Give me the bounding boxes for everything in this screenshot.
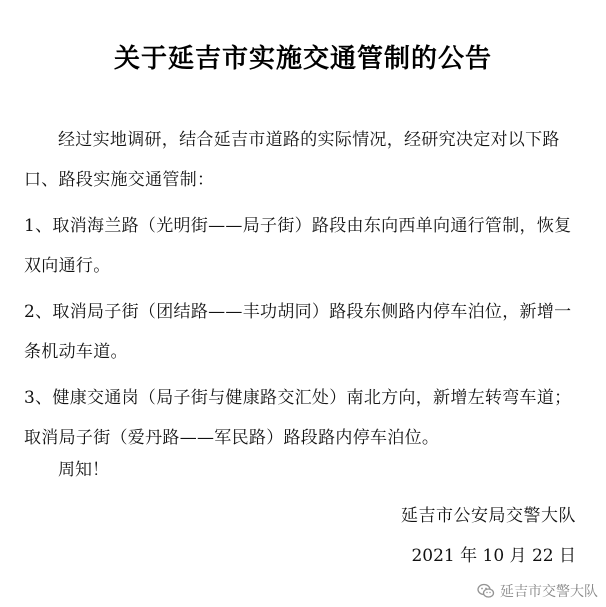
signature-date: 2021 年 10 月 22 日	[411, 546, 576, 566]
signature-organization: 延吉市公安局交警大队	[401, 506, 576, 526]
watermark	[477, 581, 598, 601]
intro-paragraph: 经过实地调研，结合延吉市道路的实际情况，经研究决定对以下路口、路段实施交通管制：	[24, 130, 560, 190]
measure-item-1: 1、取消海兰路（光明街——局子街）路段由东向西单向通行管制，恢复双向通行。	[24, 216, 572, 276]
measure-item-3: 3、健康交通岗（局子街与健康路交汇处）南北方向，新增左转弯车道；取消局子街（爱丹路——军民路）路段路内停车泊位。	[24, 388, 572, 448]
wechat-icon	[477, 582, 495, 600]
document-title: 关于延吉市实施交通管制的公告	[113, 44, 492, 74]
closing-text: 周知！	[58, 460, 109, 480]
measure-item-2: 2、取消局子街（团结路——丰功胡同）路段东侧路内停车泊位，新增一条机动车道。	[24, 302, 572, 362]
watermark-text: 延吉市交警大队	[500, 584, 598, 600]
